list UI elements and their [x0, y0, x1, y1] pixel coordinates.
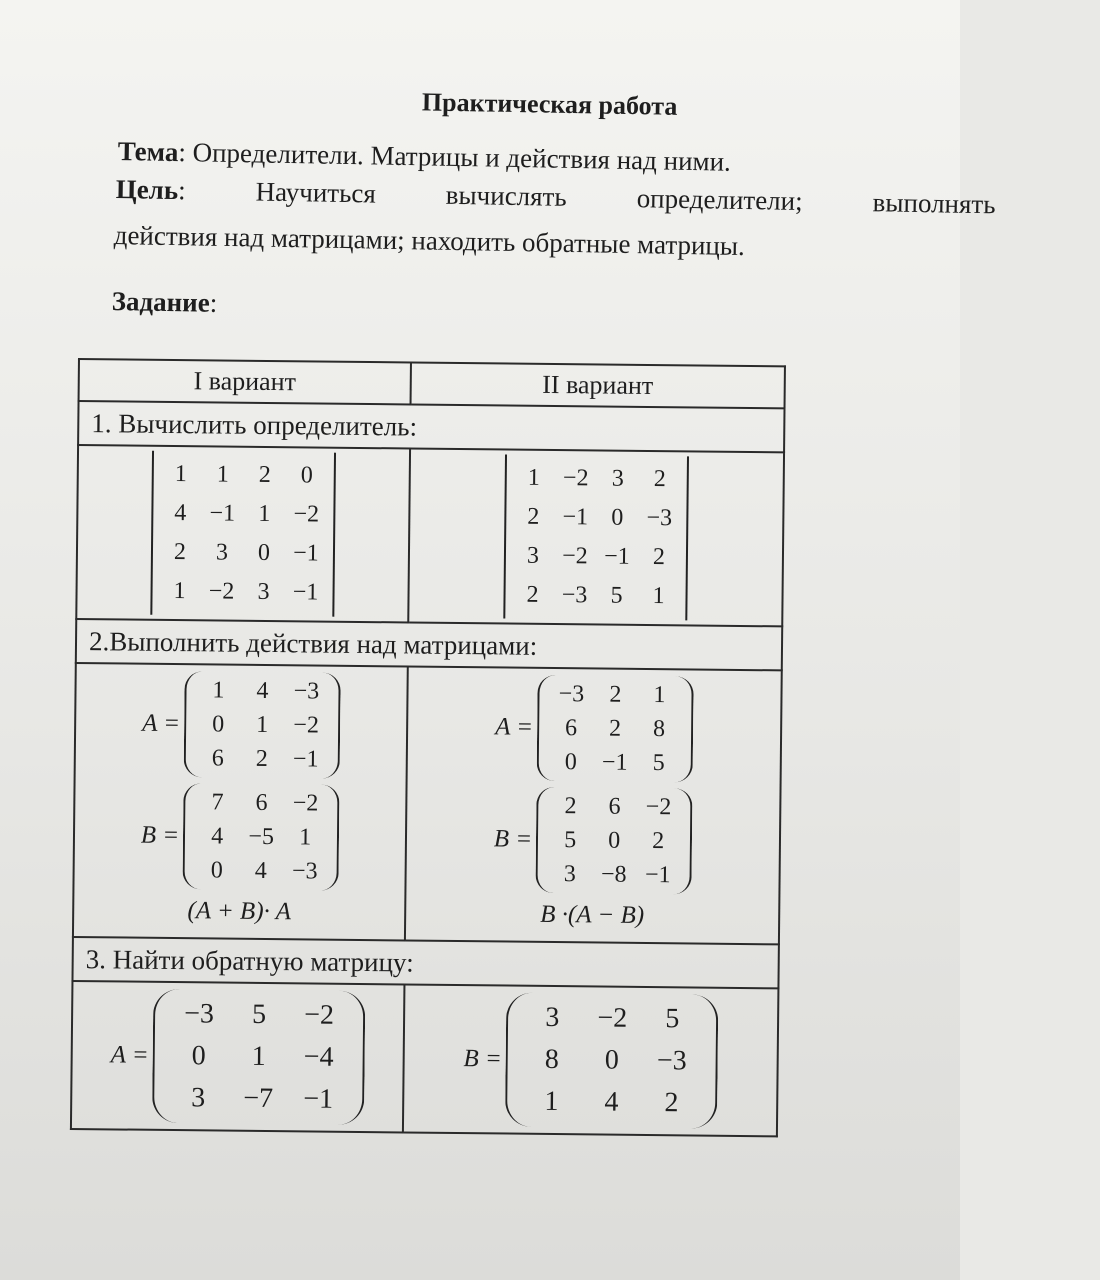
section-2-heading: 2.Выполнить действия над матрицами:: [76, 619, 782, 670]
goal-label: Цель: [115, 174, 179, 206]
ops-v1-cell: [73, 663, 408, 940]
inverse-v2-cell: [403, 984, 779, 1136]
matrix-b-v1: B = 7 6 −2 4 −5 1 0 4 −3: [74, 782, 405, 891]
goal-w3: определители;: [636, 183, 803, 216]
goal-w0: :: [177, 175, 186, 206]
section-3-heading: 3. Найти обратную матрицу:: [72, 937, 778, 988]
expression-v1: (A + B)· A: [187, 897, 292, 926]
matrix-inverse-v1: A = −3 5 −2 0 1 −4 3 −7 −1: [72, 988, 403, 1125]
goal-w1: Научиться: [255, 176, 377, 209]
det-v1-cell: [76, 445, 410, 622]
page-title: Практическая работа: [421, 87, 678, 121]
task-heading: Задание:: [111, 286, 218, 318]
matrix-a-v2: A = −3 2 1 6 2 8 0 −1 5: [408, 673, 781, 783]
variant-1-header: I вариант: [79, 359, 411, 404]
topic-line: [117, 136, 731, 178]
topic-label: Тема: [117, 136, 179, 168]
matrix-b-v2: B = 2 6 −2 5 0 2 3 −8 −1: [406, 785, 779, 895]
matrix-inverse-v2: B = 3 −2 5 8 0 −3 1 4 2: [404, 991, 777, 1129]
goal-line-2: действия над матрицами; находить обратные матрицы.: [113, 220, 746, 262]
ops-v2-cell: [405, 666, 782, 944]
variant-header-row: [79, 359, 785, 408]
task-label: Задание: [111, 286, 211, 318]
determinant-v2: 1 −2 3 2 2 −1 0 −3 3 −2 −1 2 2 −3 5 1: [503, 454, 689, 620]
goal-line: [115, 174, 995, 220]
goal-w4: выполнять: [872, 187, 996, 220]
expression-v2: B ·(A − B): [540, 900, 645, 929]
matrix-a-v1: A = 1 4 −3 0 1 −2 6 2 −1: [76, 670, 407, 779]
section-1-heading: 1. Вычислить определитель:: [78, 401, 784, 452]
topic-text: : Определители. Матрицы и действия над ними.: [178, 137, 732, 177]
task-table: [70, 358, 786, 1137]
variant-2-header: II вариант: [411, 362, 785, 408]
det-v2-cell: [408, 448, 784, 626]
goal-w2: вычислять: [445, 179, 567, 212]
determinant-v1: 1 1 2 0 4 −1 1 −2 2 3 0 −1 1 −2 3 −1: [150, 451, 336, 617]
inverse-v1-cell: [71, 981, 405, 1132]
